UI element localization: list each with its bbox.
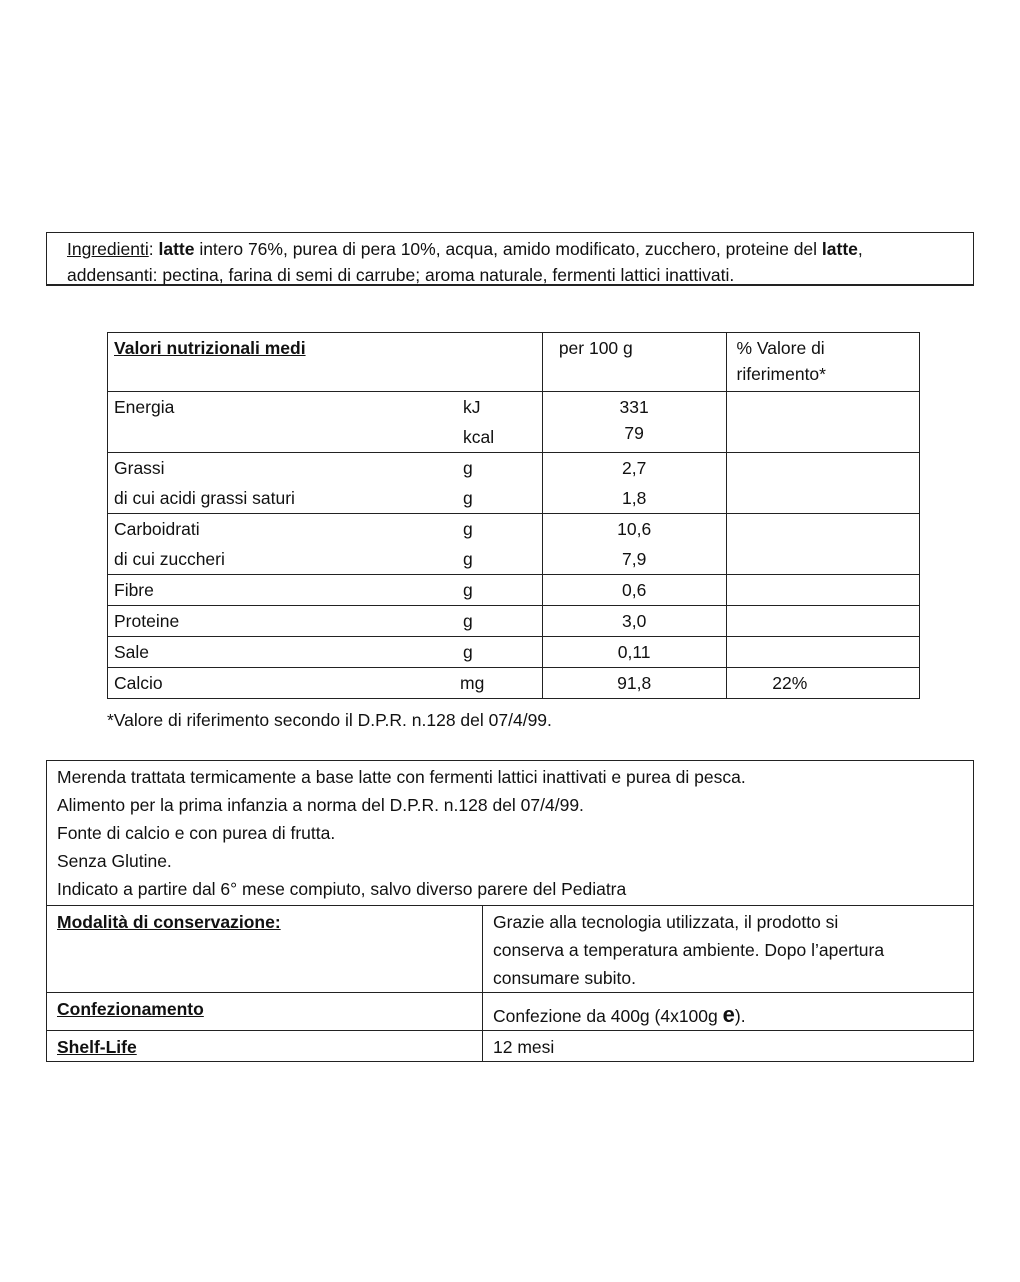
nutrition-header-title xyxy=(108,333,543,392)
nutrient-label: Proteine xyxy=(114,611,180,631)
info-table xyxy=(46,760,974,1062)
nutrition-row-sale xyxy=(108,637,920,668)
packaging-value xyxy=(483,993,974,1031)
ingredients-text: : xyxy=(148,239,159,259)
conservation-line: conserva a temperatura ambiente. Dopo l’apertura xyxy=(493,940,885,960)
conservation-row xyxy=(47,906,974,993)
line xyxy=(108,544,542,574)
footnote: *Valore di riferimento secondo il D.P.R. n.128 del 07/4/99. xyxy=(107,710,552,730)
ref-cell xyxy=(726,606,920,637)
description-row xyxy=(47,761,974,906)
nutrient-unit: mg xyxy=(460,673,485,693)
nutrient-cell xyxy=(108,514,543,575)
ref-cell xyxy=(726,575,920,606)
nutrient-value: 0,6 xyxy=(621,580,647,600)
description-line: Indicato a partire dal 6° mese compiuto, salvo diverso parere del Pediatra xyxy=(57,879,627,899)
nutrition-row-calcio xyxy=(108,668,920,699)
nutrient-label: Grassi xyxy=(114,458,165,478)
ref-cell xyxy=(726,453,920,514)
shelf-life-label: Shelf-Life xyxy=(47,1031,483,1062)
conservation-value xyxy=(483,906,974,993)
packaging-label: Confezionamento xyxy=(47,993,483,1031)
nutrient-unit: g xyxy=(463,549,473,569)
nutrient-cell xyxy=(108,392,543,453)
line xyxy=(108,422,542,452)
ingredients-text: , xyxy=(857,239,863,259)
line xyxy=(108,453,542,483)
conservation-line: consumare subito. xyxy=(493,968,636,988)
nutrition-header-row xyxy=(108,333,920,392)
nutrient-value: 10,6 xyxy=(617,519,652,539)
nutrient-unit: g xyxy=(463,488,473,508)
nutrition-row-carboidrati xyxy=(108,514,920,575)
nutrient-label: Fibre xyxy=(114,580,154,600)
line xyxy=(108,606,542,636)
packaging-text-end: ). xyxy=(734,1006,746,1026)
line xyxy=(108,392,542,422)
ref-cell xyxy=(726,514,920,575)
nutrient-value: 3,0 xyxy=(621,611,647,631)
header-ref-line-1: % Valore di xyxy=(736,338,825,358)
value-cell xyxy=(542,668,726,699)
header-ref-line-2: riferimento* xyxy=(736,364,826,384)
nutrient-value: 79 xyxy=(624,423,644,443)
description-line: Senza Glutine. xyxy=(57,851,172,871)
nutrient-cell xyxy=(108,606,543,637)
value-cell xyxy=(542,637,726,668)
value-cell xyxy=(542,575,726,606)
nutrition-table xyxy=(107,332,920,699)
line xyxy=(108,483,542,513)
line xyxy=(108,637,542,667)
description-cell xyxy=(47,761,974,906)
nutrient-label: Calcio xyxy=(114,673,163,693)
nutrient-unit: g xyxy=(463,458,473,478)
nutrient-cell xyxy=(108,575,543,606)
nutrition-row-energia xyxy=(108,392,920,453)
nutrient-value: 0,11 xyxy=(617,642,651,662)
description-line: Merenda trattata termicamente a base latte con fermenti lattici inattivati e purea di pesca. xyxy=(57,767,746,787)
conservation-label: Modalità di conservazione: xyxy=(47,906,483,993)
ingredients-box xyxy=(46,232,974,286)
nutrient-value: 331 xyxy=(619,397,649,417)
ref-cell xyxy=(726,637,920,668)
ref-cell xyxy=(726,668,920,699)
nutrient-label: Carboidrati xyxy=(114,519,200,539)
value-cell xyxy=(542,453,726,514)
value-cell xyxy=(542,392,726,453)
nutrient-unit: kJ xyxy=(463,397,481,417)
ref-cell xyxy=(726,392,920,453)
description-line: Fonte di calcio e con purea di frutta. xyxy=(57,823,336,843)
nutrient-cell xyxy=(108,453,543,514)
nutrient-unit: kcal xyxy=(463,427,495,447)
nutrient-ref-value: 22% xyxy=(772,673,808,693)
line xyxy=(108,668,542,698)
value-cell xyxy=(542,606,726,637)
nutrition-row-proteine xyxy=(108,606,920,637)
nutrient-unit: g xyxy=(463,642,473,662)
nutrient-value: 91,8 xyxy=(617,673,652,693)
nutrition-header-per: per 100 g xyxy=(542,333,726,392)
nutrient-unit: g xyxy=(463,519,473,539)
ingredients-text: intero 76%, purea di pera 10%, acqua, amido modificato, zucchero, proteine del xyxy=(194,239,822,259)
nutrition-title: Valori nutrizionali medi xyxy=(114,338,306,358)
nutrient-unit: g xyxy=(463,611,473,631)
description-line: Alimento per la prima infanzia a norma del D.P.R. n.128 del 07/4/99. xyxy=(57,795,584,815)
packaging-text: Confezione da 400g (4x100g xyxy=(493,1006,723,1026)
value-cell xyxy=(542,514,726,575)
ingredient-milk: latte xyxy=(821,239,858,259)
ingredients-line-1 xyxy=(67,236,973,262)
nutrient-value: 2,7 xyxy=(621,458,647,478)
nutrient-cell xyxy=(108,637,543,668)
nutrient-unit: g xyxy=(463,580,473,600)
ingredients-label: Ingredienti xyxy=(67,239,149,259)
nutrient-sub-label: di cui acidi grassi saturi xyxy=(114,488,295,508)
nutrient-label: Sale xyxy=(114,642,150,662)
nutrition-header-ref xyxy=(726,333,920,392)
nutrient-value: 7,9 xyxy=(621,549,647,569)
nutrition-row-fibre xyxy=(108,575,920,606)
nutrition-row-grassi xyxy=(108,453,920,514)
nutrient-cell xyxy=(108,668,543,699)
ingredients-line-2: addensanti: pectina, farina di semi di carrube; aroma naturale, fermenti lattici inattivati. xyxy=(67,265,735,285)
ingredient-milk: latte xyxy=(158,239,195,259)
nutrient-label: Energia xyxy=(114,397,175,417)
nutrient-value: 1,8 xyxy=(621,488,647,508)
estimated-sign: e xyxy=(722,1002,735,1027)
shelf-life-value: 12 mesi xyxy=(483,1031,974,1062)
line xyxy=(108,514,542,544)
packaging-row xyxy=(47,993,974,1031)
shelf-life-row xyxy=(47,1031,974,1062)
conservation-line: Grazie alla tecnologia utilizzata, il prodotto si xyxy=(493,912,839,932)
line xyxy=(108,575,542,605)
nutrient-sub-label: di cui zuccheri xyxy=(114,549,225,569)
